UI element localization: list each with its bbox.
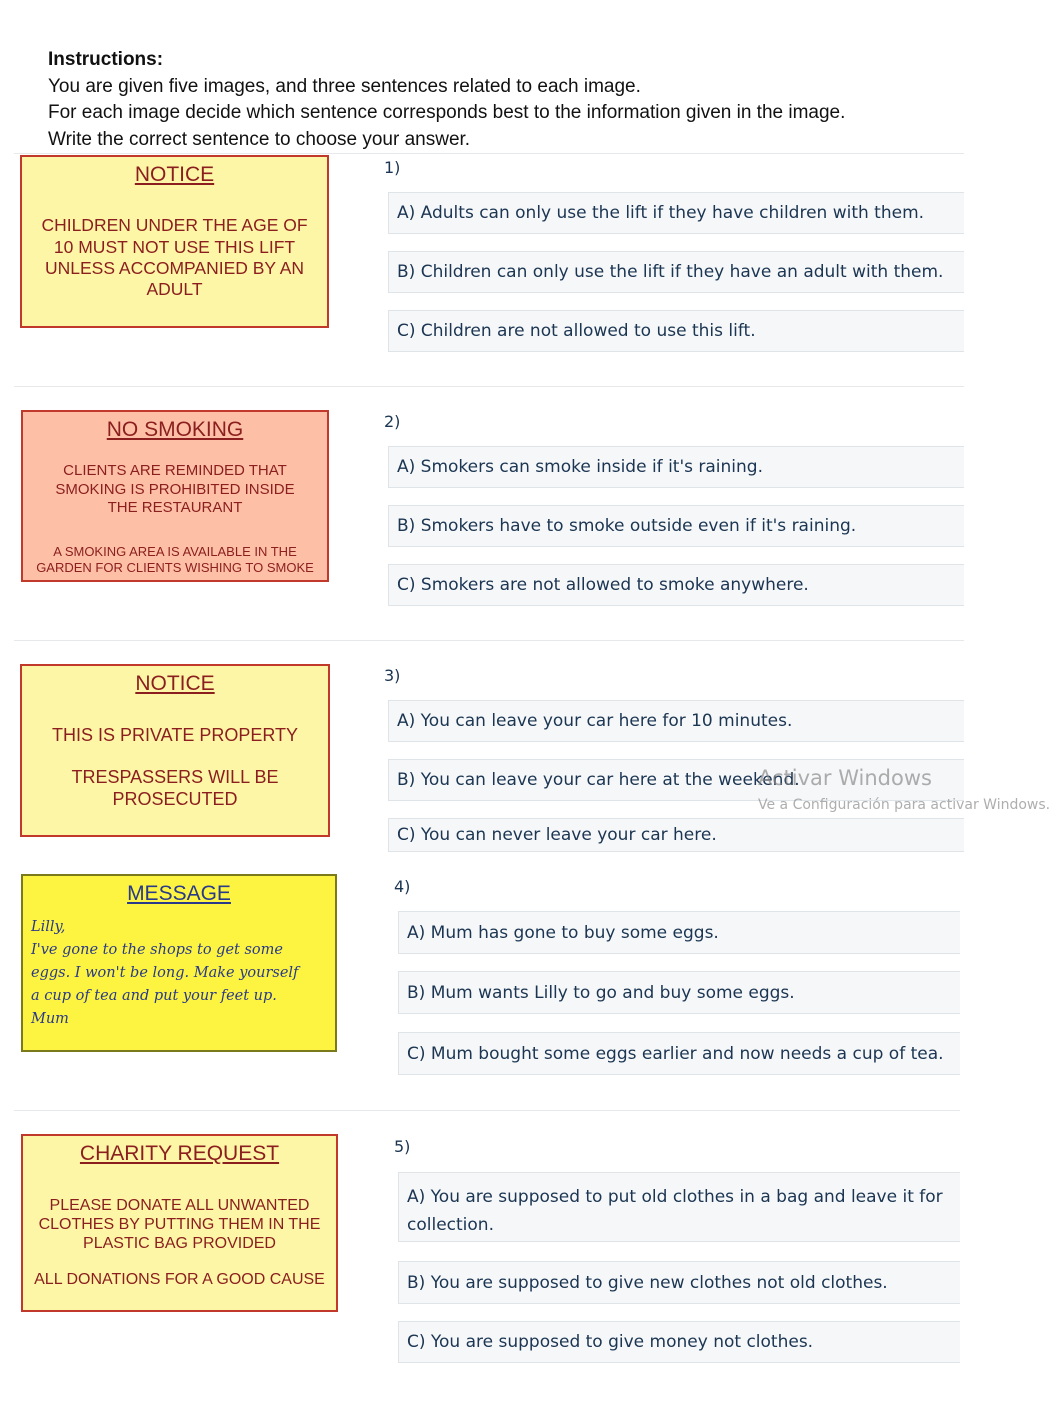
sign-text: GARDEN FOR CLIENTS WISHING TO SMOKE <box>36 560 314 575</box>
answer-option[interactable]: B) You can leave your car here at the weekend. <box>388 759 964 801</box>
answer-option[interactable]: B) Smokers have to smoke outside even if it's raining. <box>388 505 964 547</box>
sign-title: NOTICE <box>134 163 215 186</box>
divider <box>14 640 964 641</box>
sign-text: UNLESS ACCOMPANIED BY AN <box>44 258 304 278</box>
answer-option[interactable]: B) Children can only use the lift if they have an adult with them. <box>388 251 964 293</box>
sign-text: CHILDREN UNDER THE AGE OF <box>41 215 308 235</box>
note-text: eggs. I won't be long. Make yourself <box>31 965 299 981</box>
instructions-line: You are given five images, and three sentences related to each image. <box>48 75 641 97</box>
sign-text: SMOKING IS PROHIBITED INSIDE <box>55 481 295 498</box>
sign-title: NOTICE <box>135 672 215 695</box>
answer-option[interactable]: A) Mum has gone to buy some eggs. <box>398 911 960 954</box>
answer-option[interactable]: B) You are supposed to give new clothes not old clothes. <box>398 1261 960 1304</box>
sign-title: MESSAGE <box>127 882 231 905</box>
note-text: Mum <box>31 1011 69 1027</box>
instructions-title: Instructions: <box>48 49 164 70</box>
question-number: 4) <box>394 877 411 896</box>
question-number: 3) <box>384 666 401 685</box>
note-text: I've gone to the shops to get some <box>31 942 283 958</box>
note-text: Lilly, <box>31 919 66 935</box>
sign-text: PLASTIC BAG PROVIDED <box>83 1235 276 1252</box>
sign-text: TRESPASSERS WILL BE <box>71 767 279 787</box>
windows-watermark-subtitle: Ve a Configuración para activar Windows. <box>758 797 1050 813</box>
divider <box>14 1110 960 1111</box>
instructions-line: Write the correct sentence to choose your answer. <box>48 128 471 150</box>
question-number: 1) <box>384 158 401 177</box>
sign-text: A SMOKING AREA IS AVAILABLE IN THE <box>53 544 297 559</box>
no-smoking-sign <box>21 410 329 582</box>
sign-title: CHARITY REQUEST <box>79 1142 280 1165</box>
sign-text: ADULT <box>146 279 203 299</box>
sign-text: CLOTHES BY PUTTING THEM IN THE <box>38 1216 321 1233</box>
instructions <box>48 47 968 153</box>
answer-option[interactable]: A) Smokers can smoke inside if it's raining. <box>388 446 964 488</box>
answer-option[interactable]: C) You can never leave your car here. <box>388 818 964 852</box>
answer-option[interactable]: C) Children are not allowed to use this lift. <box>388 310 964 352</box>
sign-text: 10 MUST NOT USE THIS LIFT <box>53 237 296 257</box>
sign-text: THE RESTAURANT <box>107 499 243 516</box>
charity-request-sign <box>21 1134 338 1312</box>
message-note <box>21 874 337 1052</box>
question-number: 5) <box>394 1137 411 1156</box>
sign-text: PROSECUTED <box>112 789 238 809</box>
sign-text: CLIENTS ARE REMINDED THAT <box>63 462 287 479</box>
answer-option[interactable]: A) You can leave your car here for 10 minutes. <box>388 700 964 742</box>
question-number: 2) <box>384 412 401 431</box>
answer-option[interactable]: A) Adults can only use the lift if they have children with them. <box>388 192 964 234</box>
sign-title: NO SMOKING <box>106 418 244 441</box>
divider <box>14 153 964 154</box>
windows-watermark-title: Activar Windows <box>758 766 932 790</box>
sign-text: THIS IS PRIVATE PROPERTY <box>51 725 299 745</box>
answer-option[interactable]: A) You are supposed to put old clothes in a bag and leave it for collection. <box>398 1172 960 1242</box>
sign-text: PLEASE DONATE ALL UNWANTED <box>49 1197 310 1214</box>
notice-sign-lift <box>20 155 329 328</box>
instructions-line: For each image decide which sentence corresponds best to the information given in the image. <box>48 102 846 123</box>
answer-option[interactable]: C) You are supposed to give money not clothes. <box>398 1321 960 1363</box>
sign-text: ALL DONATIONS FOR A GOOD CAUSE <box>34 1271 325 1288</box>
note-text: a cup of tea and put your feet up. <box>31 988 277 1004</box>
divider <box>14 386 964 387</box>
private-property-sign <box>20 664 330 837</box>
answer-option[interactable]: C) Smokers are not allowed to smoke anywhere. <box>388 564 964 606</box>
answer-option[interactable]: B) Mum wants Lilly to go and buy some eggs. <box>398 971 960 1014</box>
answer-option[interactable]: C) Mum bought some eggs earlier and now needs a cup of tea. <box>398 1032 960 1075</box>
